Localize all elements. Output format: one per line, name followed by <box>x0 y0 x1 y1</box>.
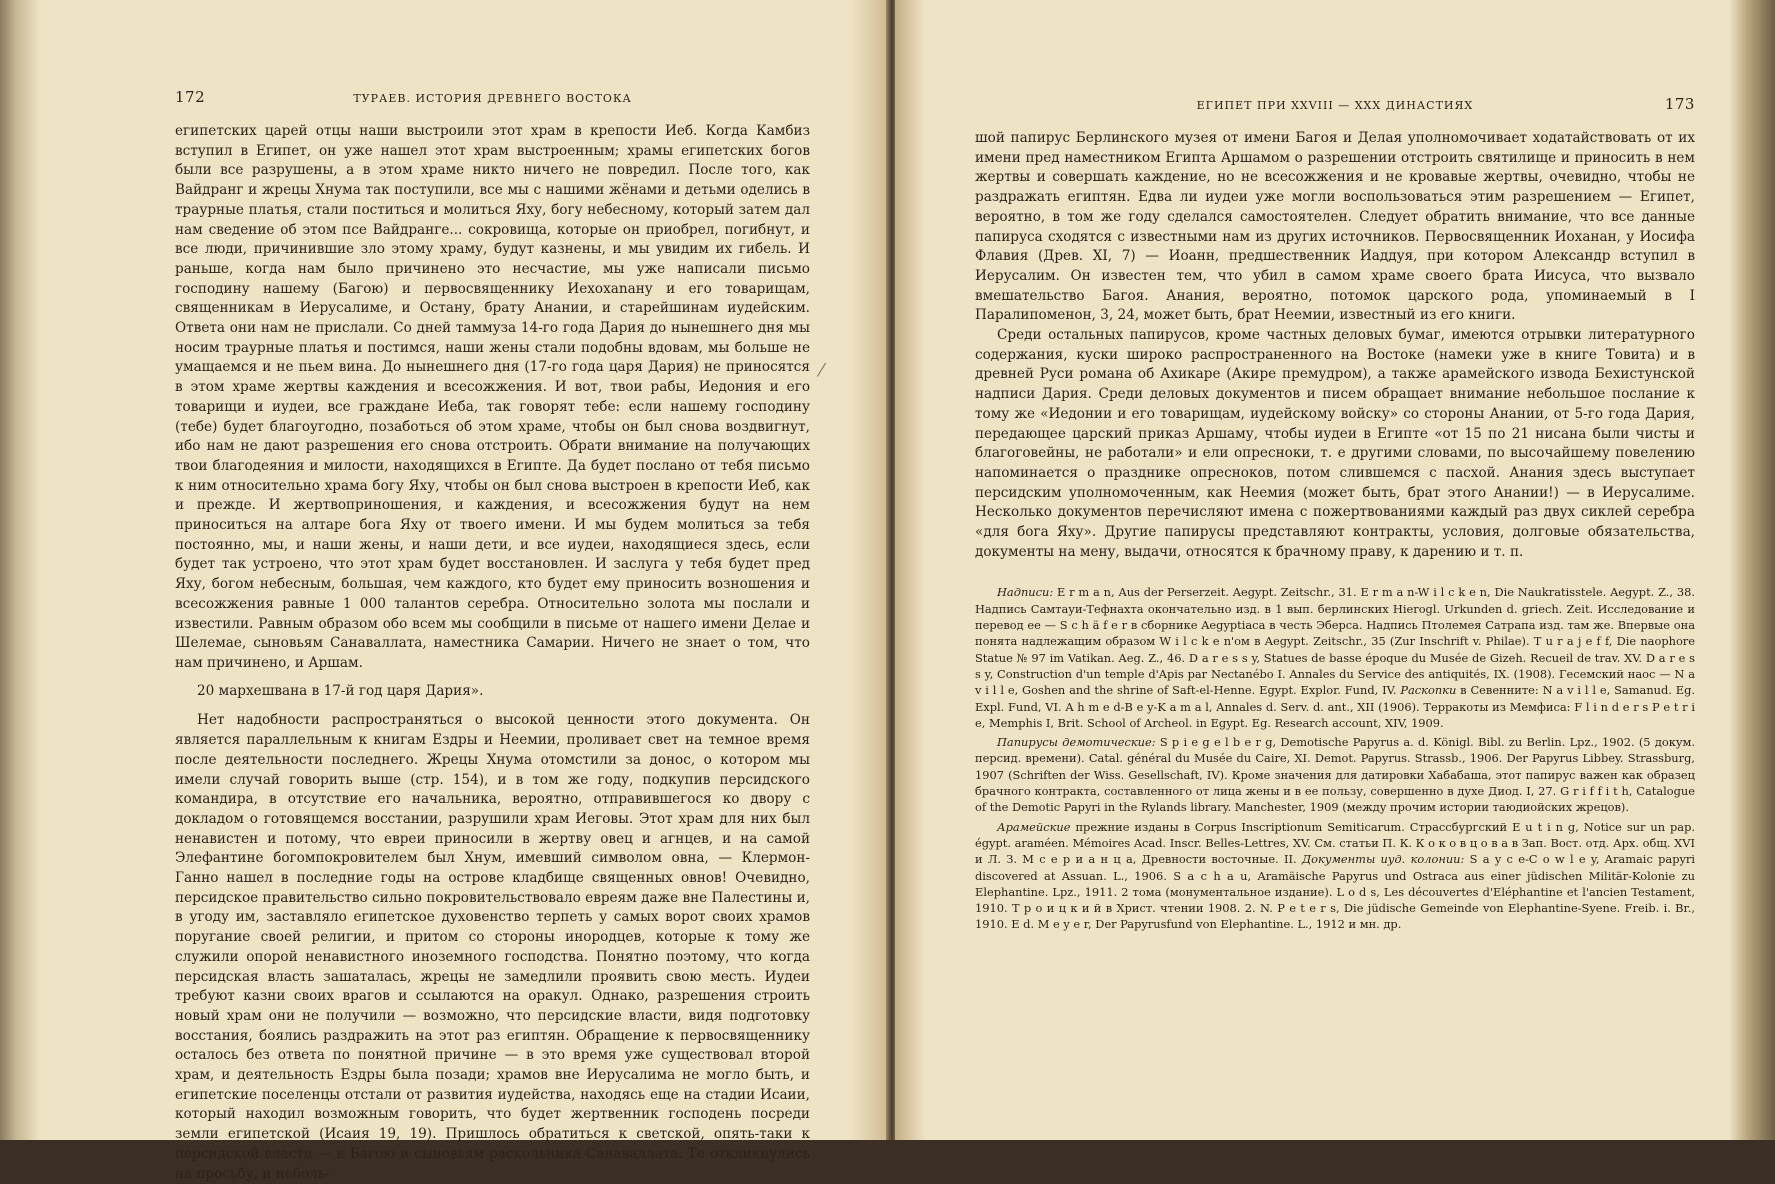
running-title: ЕГИПЕТ ПРИ XXVIII — XXX ДИНАСТИЯХ <box>1196 99 1474 112</box>
page-number: 172 <box>175 88 206 106</box>
left-body <box>175 122 810 1184</box>
running-title: ТУРАЕВ. ИСТОРИЯ ДРЕВНЕГО ВОСТОКА <box>353 92 632 105</box>
bibliography-label: Папирусы демотические: <box>997 735 1156 750</box>
body-paragraph: Среди остальных папирусов, кроме частных деловых бумаг, имеются отрывки литературного содержания, куски широко распространенного на Востоке (намеки уже в книге Товита) и в древней Руси романа об Ахикаре (Акире премудром), а также арамейского извода Бехистунской надписи Дария. Среди деловых документов и писем обращает внимание небольшое послание к тому же «Иедонии и его товарищам, иудейскому войску» со стороны Анании, от 5-го года Дария, передающее царский приказ Аршаму, чтобы иудеи в Египте «от 15 по 21 нисана были чисты и благоговейны, не работали» и ели опресноки, т. е другими словами, по высочайшему повелению напоминается о празднике опресноков, потом слившемся с пасхой. Анания здесь выступает персидским уполномоченным, как Неемия (может быть, брат этого Анании!) — в Иерусалиме. Несколько документов перечисляют имена с пожертвованиями каждый раз двух сиклей серебра «для бога Яху». Другие папирусы представляют контракты, условия, долговые обязательства, документы на мену, выдачи, относятся к брачному праву, к дарению и т. п. <box>975 327 1695 560</box>
bibliography-text: S a y c e-C o w l e y, Aramaic papyri discovered at Assuan. L., 1906. S a c h a u, Aramäische Papyrus und Ostraca aus einer jüdischen Militär-Kolonie zu Elephantine. Lpz., 1911. 2 тома (монументальное издание). L o d s, Les découvertes d'Eléphantine et l'ancien Testament, 1910. Т р о и ц к и й в Христ. чтении 1908. 2. N. P e t e r s, Die jüdische Gemeinde von Elephantine-Syene. Freib. i. Br., 1910. E d. M e y e r, Der Papyrusfund von Elephantine. L., 1912 и мн. др. <box>975 852 1696 932</box>
left-page-content <box>175 88 810 1184</box>
bibliography-entry <box>975 584 1695 731</box>
bibliography-text: прежние изданы в Corpus Inscriptionum Semiticarum. Страссбургский E u t i n g, Notice sur un pap. égypt. araméen. Mémoires Acad. Inscr. Belles-Lettres, XV. См. статьи П. К. К о к о в ц о в а в Зап. Вост. отд. Арх. общ. XVI и Л. З. М с е р и а н ц а, Древности восточные. II. <box>975 819 1695 867</box>
bibliography-label: Арамейские <box>997 819 1071 834</box>
right-page-content <box>975 95 1695 936</box>
commentary-paragraph: Нет надобности распространяться о высокой ценности этого документа. Он является параллельным к книгам Ездры и Неемии, проливает свет на темное время после деятельности последнего. Жрецы Хнума отомстили за донос, о котором мы имели случай говорить выше (стр. 154), и в том же году, подкупив персидского командира, в отсутствие его начальника, вероятно, отправившегося ко двору с докладом о готовящемся восстании, разрушили храм Иеговы. Этот храм для них был ненавистен и потому, что евреи приносили в жертву овец и агнцев, и на самой Элефантине богомпокровителем был Хнум, имевший символом овна, — Клермон-Ганно нашел в последние годы на острове кладбище священных овнов! Очевидно, персидское правительство сильно покровительствовало евреям даже вне Палестины и, в угоду им, заставляло египетское духовенство терпеть у самых ворот своих храмов поругание своей религии, и притом со стороны инородцев, которые к тому же служили опорой ненавистного иноземного господства. Понятно поэтому, что когда персидская власть зашаталась, жрецы не замедлили проявить свою месть. Иудеи требуют казни своих врагов и ссылаются на оракул. Однако, разрешения строить новый храм они не получили — возможно, что персидские власти, видя подготовку восстания, боялись раздражить на этот раз египтян. Обращение к первосвященнику осталось без ответа по понятной причине — в это время уже существовал второй храм, и деятельность Ездры была позади; храмов вне Иерусалима не могло быть, и египетские поселенцы отстали от развития иудейства, находясь еще на стадии Исаии, который находил возможным говорить, что будет жертвенник господень посреди земли египетской (Исаия 19, 19). Пришлось обратиться к светской, опять-таки к персидской власти — к Багою и сыновьям раскольника Санаваллата. Те откликнулись на просьбу, и неболь- <box>175 712 810 1182</box>
right-body <box>975 129 1695 562</box>
bibliography-label: Надписи: <box>997 585 1054 600</box>
bibliography-text: в Севенните: N a v i l l e, Samanud. Eg. Expl. Fund, VI. A h m e d-B e y-K a m a l, Annales d. Serv. d. ant., XII (1906). Терракоты из Мемфиса: F l i n d e r s P e t r i e, Memphis I, Brit. School of Archeol. in Egypt. Eg. Research account, XIV, 1909. <box>975 683 1695 730</box>
bibliography-text: S p i e g e l b e r g, Demotische Papyrus a. d. Königl. Bibl. zu Berlin. Lpz., 1902. (5 докум. персид. времени). Catal. général du Musée du Caire, XI. Demot. Papyrus. Strassb., 1906. Der Papyrus Libbey. Strassburg, 1907 (Schriften der Wiss. Gesellschaft, IV). Кроме значения для датировки Хабабаша, этот папирус важен как образец брачного контракта, составленного от лица жены и в ее пользу, совершенно в духе Диод. I, 27. G r i f f i t h, Catalogue of the Demotic Papyri in the Rylands library. Manchester, 1909 (между прочим истории таюдиойских жрецов). <box>975 735 1696 815</box>
right-running-head <box>975 95 1695 113</box>
bibliography-label: Документы иуд. колонии: <box>1301 852 1465 867</box>
right-page <box>895 0 1775 1140</box>
body-paragraph: шой папирус Берлинского музея от имени Багоя и Делая уполномочивает ходатайствовать от их имени пред наместником Египта Аршамом о разрешении отстроить святилище и приносить в нем жертвы и совершать каждение, но не всесожжения и не кровавые жертвы, очевидно, чтобы не раздражать египтян. Едва ли иудеи уже могли воспользоваться этим разрешением — Египет, вероятно, в том же году сделался самостоятелен. Следует обратить внимание, что все данные папируса сходятся с известными нам из других источников. Первосвященник Иоханан, у Иосифа Флавия (Древ. XI, 7) — Иоанн, предшественник Иаддуя, при котором Александр вступил в Иерусалим. Он известен тем, что убил в самом храме своего брата Иисуса, что вызвало вмешательство Багоя. Анания, вероятно, потомок царского рода, упоминаемый в I Паралипоменон, 3, 24, может быть, брат Неемии, известный из его книги. <box>975 130 1695 324</box>
bibliography-text: E r m a n, Aus der Perserzeit. Aegypt. Zeitschr., 31. E r m a n-W i l c k e n, Die Naukratisstele. Aegypt. Z., 38. Надпись Самтауи-Тефнахта окончательно изд. в 1 вып. берлинских Hierogl. Urkunden d. griech. Zeit. Исследование и перевод ее — S c h ä f e r в сборнике Aegyptiaca в честь Эберса. Надпись Птолемея Сатрапа изд. там же. Впервые она понята надлежащим образом W i l c k e n'ом в Aegypt. Zeitschr., 35 (Zur Inschrift v. Philae). T u r a j e f f, Die naophore Statue № 97 im Vatikan. Aeg. Z., 46. D a r e s s y, Statues de basse époque du Musée de Gizeh. Recueil de trav. XV. D a r e s s y, Construction d'un temple d'Apis par Nectanébo I. Annales du Service des antiquités, IX. (1908). Гесемский наос — N a v i l l e, Goshen and the shrine of Saft-el-Henne. Egypt. Explor. Fund, IV. <box>975 585 1695 698</box>
bibliography <box>975 584 1695 932</box>
page-number: 173 <box>1664 95 1695 113</box>
left-running-head <box>175 88 810 106</box>
bibliography-entry <box>975 819 1695 933</box>
quoted-letter-paragraph: египетских царей отцы наши выстроили этот храм в крепости Иеб. Когда Камбиз вступил в Египет, он уже нашел этот храм выстроенным; храмы египетских богов были все разрушены, а в этом храме никто ничего не повредил. После того, как Вайдранг и жрецы Хнума так поступили, все мы с нашими жёнами и детьми оделись в траурные платья, стали поститься и молиться Яху, богу небесному, который затем дал нам сведение об этом псе Вайдранге... сокровища, которые он приобрел, погибнут, и все люди, причинившие зло этому храму, будут казнены, и мы увидим их гибель. И раньше, когда нам было причинено это несчастие, мы уже написали письмо господину нашему (Багою) и первосвященнику Иехохanану и его товарищам, священникам в Иерусалиме, и Остану, брату Анании, и старейшинам иудейским. Ответа они нам не прислали. Со дней таммуза 14-го года Дария до нынешнего дня мы носим траурные платья и постимся, наши жены стали подобны вдовам, мы больше не умащаемся и не пьем вина. До нынешнего дня (17-го года царя Дария) не приносятся в этом храме жертвы каждения и всесожжения. И вот, твои рабы, Иедония и его товарищи и иудеи, все граждане Иеба, так говорят тебе: если нашему господину (тебе) будет благоугодно, позаботься об этом храме, чтобы он был снова воздвигнут, ибо нам не дают разрешения его снова отстроить. Обрати внимание на получающих твои благодеяния и милости, находящихся в Египте. Да будет послано от тебя письмо к ним относительно храма богу Яху, чтобы он был снова выстроен в крепости Иеб, как и прежде. И жертвоприношения, и каждения, и всесожжения будут на нем приноситься на алтаре бога Яху от твоего имени. И мы будем молиться за тебя постоянно, мы, и наши жены, и наши дети, и все иудеи, находящиеся здесь, если будет так устроено, что этот храм будет восстановлен. И заслуга у тебя будет пред Яху, богом небесным, большая, чем каждого, кто будет ему приносить возношения и всесожжения равные 1 000 талантов серебра. Относительно золота мы послали и известили. Равным образом обо всем мы сообщили в письме от нашего имени Делае и Шелемае, сыновьям Санаваллата, наместника Самарии. Ничего не знает о том, что нам причинено, и Аршам. <box>175 123 810 671</box>
bibliography-entry <box>975 734 1695 815</box>
pencil-mark: ⁄ <box>820 360 824 381</box>
letter-date-line: 20 мархешвана в 17-й год царя Дария». <box>197 682 484 699</box>
bibliography-label: Раскопки <box>1400 683 1457 698</box>
